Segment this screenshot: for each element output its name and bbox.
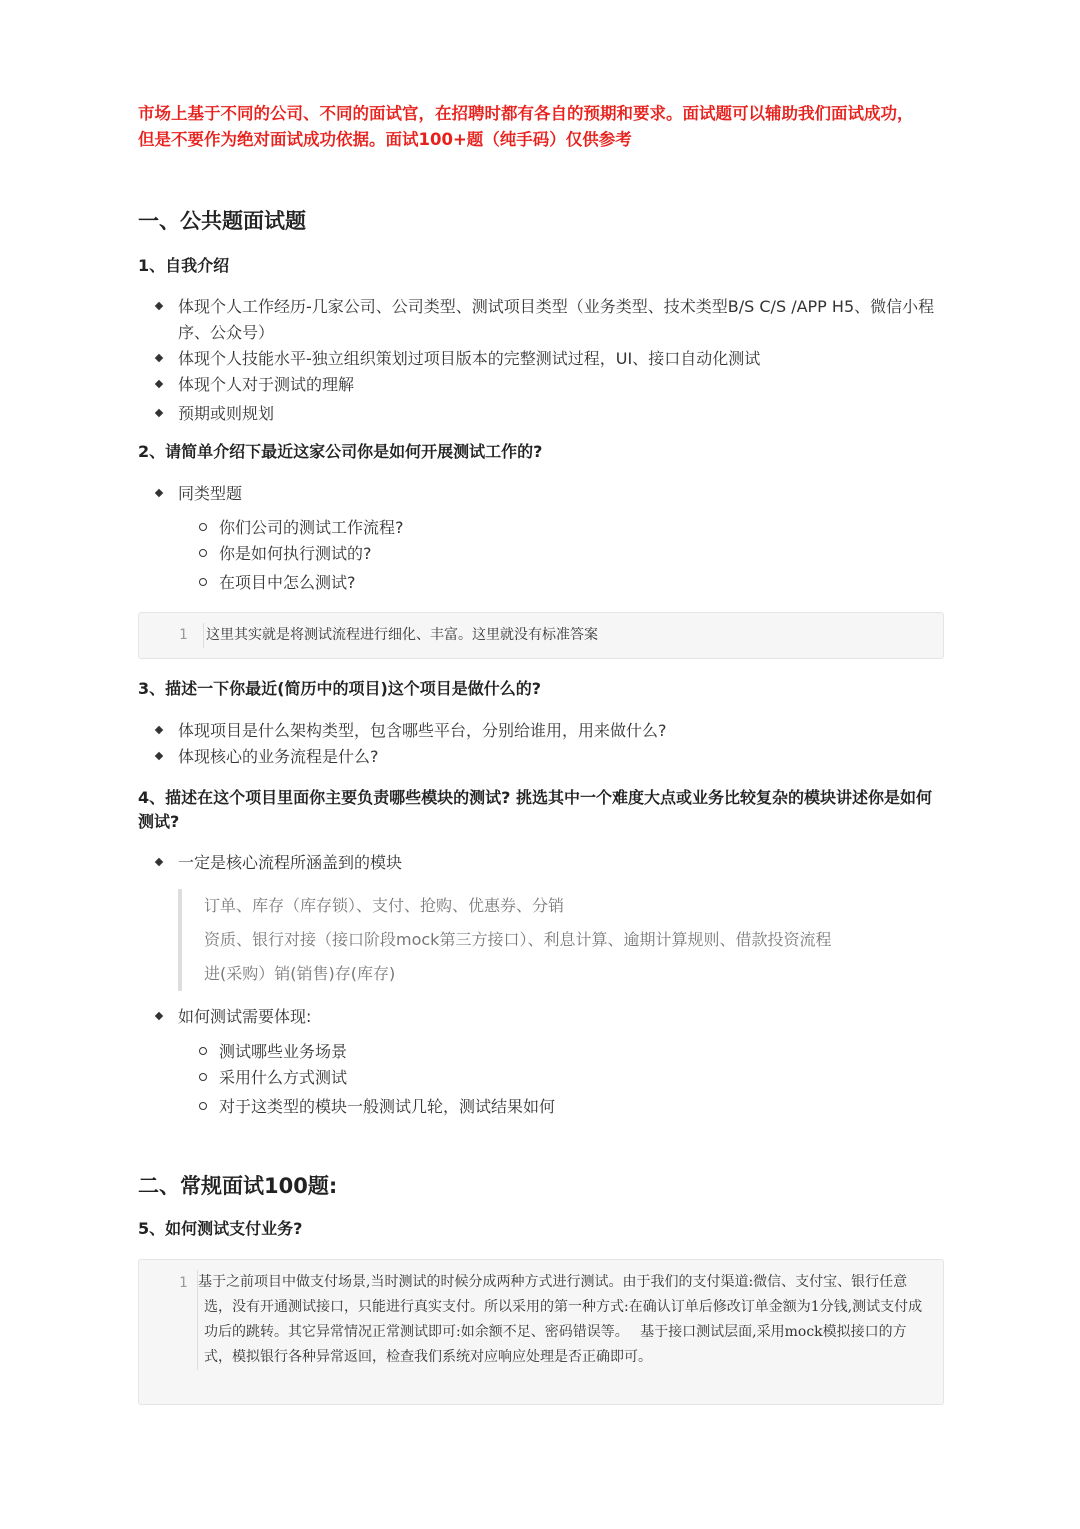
quote-line: 资质、银行对接（接口阶段mock第三方接口）、利息计算、逾期计算规则、借款投资流程 [204, 930, 832, 949]
disclaimer-notice: 市场上基于不同的公司、不同的面试官，在招聘时都有各自的预期和要求。面试题可以辅助我们面试成功，但是不要作为绝对面试成功依据。面试100+题（纯手码）仅供参考 [138, 104, 914, 149]
question-3-list [178, 718, 938, 770]
question-3-title: 3、描述一下你最近(简历中的项目)这个项目是做什么的? [138, 679, 542, 698]
list-item: 体现个人对于测试的理解 [178, 372, 938, 398]
list-item: 同类型题 [178, 481, 938, 507]
quote-line: 进(采购）销(销售)存(库存) [204, 964, 396, 983]
list-item: 一定是核心流程所涵盖到的模块 [178, 850, 938, 876]
list-item: 体现个人技能水平-独立组织策划过项目版本的完整测试过程，UI、接口自动化测试 [178, 346, 938, 372]
question-5-title: 5、如何测试支付业务? [138, 1219, 303, 1238]
section-1-title: 一、公共题面试题 [138, 209, 306, 233]
module-examples-blockquote [178, 889, 944, 991]
list-item: 测试哪些业务场景 [219, 1039, 939, 1065]
question-4-list-2 [178, 1004, 938, 1030]
list-item: 体现项目是什么架构类型，包含哪些平台，分别给谁用，用来做什么? [178, 718, 938, 744]
question-2-list [178, 481, 938, 507]
question-4-sublist [219, 1039, 939, 1120]
list-item: 你是如何执行测试的? [219, 541, 939, 567]
list-item: 体现核心的业务流程是什么? [178, 744, 938, 770]
question-1-list [178, 294, 938, 427]
list-item: 采用什么方式测试 [219, 1065, 939, 1091]
list-item: 在项目中怎么测试? [219, 570, 939, 596]
list-item: 对于这类型的模块一般测试几轮，测试结果如何 [219, 1094, 939, 1120]
question-2-sublist [219, 515, 939, 596]
code-line-number: 1 [179, 1275, 188, 1291]
list-item: 如何测试需要体现: [178, 1004, 938, 1030]
code-text: 基于之前项目中做支付场景,当时测试的时候分成两种方式进行测试。由于我们的支付渠道:微信、支付宝、银行任意选，没有开通测试接口，只能进行真实支付。所以采用的第一种方式:在确认订单后修改订单金额为1分钱,测试支付成功后的跳转。其它异常情况正常测试即可:如余额不足、密码错误等。 基于接口测试层面,采用mock模拟接口的方式，模拟银行各种异常返回，检查我们系统对应响应处理是否正确即可。 [197, 1270, 929, 1370]
question-4-list [178, 850, 938, 876]
question-4-title: 4、描述在这个项目里面你主要负责哪些模块的测试? 挑选其中一个难度大点或业务比较复杂的模块讲述你是如何测试? [138, 788, 932, 831]
quote-line: 订单、库存（库存锁）、支付、抢购、优惠券、分销 [204, 896, 565, 915]
question-1-title: 1、自我介绍 [138, 256, 230, 275]
list-item: 体现个人工作经历-几家公司、公司类型、测试项目类型（业务类型、技术类型B/S C/S /APP H5、微信小程序、公众号） [178, 294, 938, 346]
code-line-number: 1 [179, 627, 188, 643]
question-2-title: 2、请简单介绍下最近这家公司你是如何开展测试工作的? [138, 442, 543, 461]
code-text: 这里其实就是将测试流程进行细化、丰富。这里就没有标准答案 [203, 623, 929, 648]
code-block-answer-2 [138, 612, 944, 659]
list-item: 你们公司的测试工作流程? [219, 515, 939, 541]
section-2-title: 二、常规面试100题: [138, 1174, 338, 1198]
list-item: 预期或则规划 [178, 401, 938, 427]
code-block-answer-5 [138, 1259, 944, 1405]
